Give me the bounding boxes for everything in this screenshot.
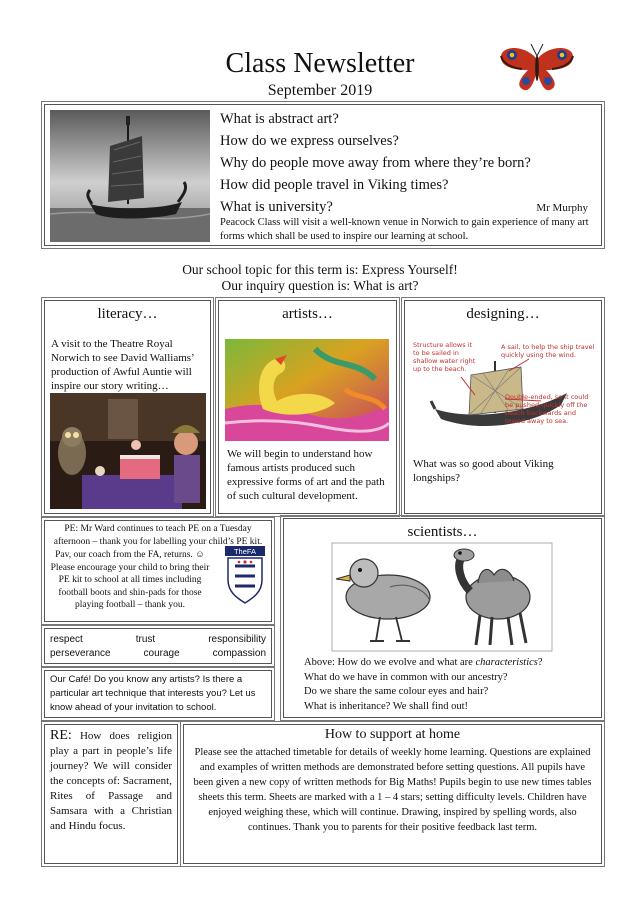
literacy-panel — [44, 300, 211, 514]
re-text-block — [50, 728, 172, 834]
question-1: What is abstract art? — [220, 111, 339, 127]
characteristics-term: characteristics — [475, 657, 538, 668]
designing-panel — [404, 300, 602, 514]
cafe-text: Our Café! Do you know any artists? Is there a particular art technique that interests you? Let us know ahead of your invitation to school. — [50, 674, 256, 713]
scientists-text — [304, 656, 594, 714]
term-topic — [0, 262, 640, 294]
viking-ship-photo — [50, 110, 210, 242]
topic-line: Our school topic for this term is: Express Yourself! — [182, 262, 458, 277]
newsletter-title: Class Newsletter — [225, 48, 415, 79]
question-2: How do we express ourselves? — [220, 133, 399, 149]
scientists-line-1 — [304, 656, 594, 671]
re-text: How does religion play a part in people’s life journey? We will consider the concepts of: Sacrament, Rites of Passage and Samsara with a Christian and Hindu focus. — [50, 730, 173, 832]
scientists-line-1-pre: Above: How do we evolve and what are — [304, 657, 476, 668]
literacy-heading: literacy… — [97, 306, 158, 322]
peacock-class-note: Peacock Class will visit a well-known venue in Norwich to gain experience of many art forms which shall be used to inspire our learning at school. — [220, 217, 589, 242]
question-4: How did people travel in Viking times? — [220, 177, 449, 193]
inquiry-line: Our inquiry question is: What is art? — [221, 278, 419, 293]
theatre-photo — [50, 393, 206, 509]
literacy-text: A visit to the Theatre Royal Norwich to see David Walliams’ production of Awful Auntie will inspire our story writing… — [51, 338, 194, 392]
fa-logo-icon — [225, 546, 265, 604]
value-compassion: compassion — [212, 648, 266, 659]
pav-text: Pav, our coach from the FA, returns. ☺ Please encourage your child to bring their PE kit to school at all times including football boots and shin-pads for those playing football – thank you. — [50, 550, 210, 610]
designing-heading: designing… — [466, 306, 540, 322]
question-5: What is university? — [220, 199, 333, 215]
re-label: RE: — [50, 728, 72, 743]
swan-painting — [225, 339, 389, 441]
home-support-text: Please see the attached timetable for details of weekly home learning. Questions are explained and examples of written methods are demonstrated before setting questions. All pupils have been given a new copy of written methods for Big Maths! Pupils begin to use new times tables sheets this term. Sheets are marked with a 1 – 4 stars; setting difficulty levels. Children have enjoyed weighing these, which will continue. Drawing, inspired by spelling words, also continues. Thank you to parents for their positive feedback last term. — [193, 747, 592, 833]
fa-logo-text: TheFA — [233, 547, 257, 556]
newsletter-date: September 2019 — [267, 82, 373, 99]
value-responsibility: responsibility — [208, 634, 266, 645]
artists-panel — [218, 300, 397, 514]
teacher-name: Mr Murphy — [536, 202, 588, 214]
artists-text: We will begin to understand how famous artists produced such expressive forms of art and the path of such cultural development. — [227, 448, 385, 502]
value-respect: respect — [50, 634, 83, 645]
artists-heading: artists… — [282, 306, 333, 322]
value-perseverance: perseverance — [50, 648, 111, 659]
home-support-heading: How to support at home — [324, 727, 461, 742]
structure-label: Structure allows it to be sailed in shallow water right up to the beach. — [413, 341, 476, 373]
evolution-illustration — [330, 541, 554, 653]
scientists-line-2: What do we have in common with our ancestry? — [304, 671, 508, 683]
scientists-line-4: What is inheritance? We shall find out! — [304, 700, 468, 712]
question-3: Why do people move away from where they’re born? — [220, 155, 531, 171]
scientists-line-1-post: ? — [537, 657, 543, 668]
scientists-heading: scientists… — [407, 524, 478, 540]
designing-text: What was so good about Viking longships? — [413, 458, 554, 484]
value-courage: courage — [143, 648, 180, 659]
double-ended-label: Double-ended, so it could be pushed quickly off the beach backwards and rowed away to sea. — [505, 393, 589, 425]
pe-text: PE: Mr Ward continues to teach PE on a Tuesday afternoon – thank you for labelling your child’s PE kit. — [53, 524, 263, 547]
school-values — [50, 633, 266, 661]
butterfly-icon — [498, 42, 576, 94]
sail-label: A sail, to help the ship travel quickly using the wind. — [501, 343, 595, 359]
value-trust: trust — [135, 634, 156, 645]
scientists-line-3: Do we share the same colour eyes and hair? — [304, 686, 489, 697]
